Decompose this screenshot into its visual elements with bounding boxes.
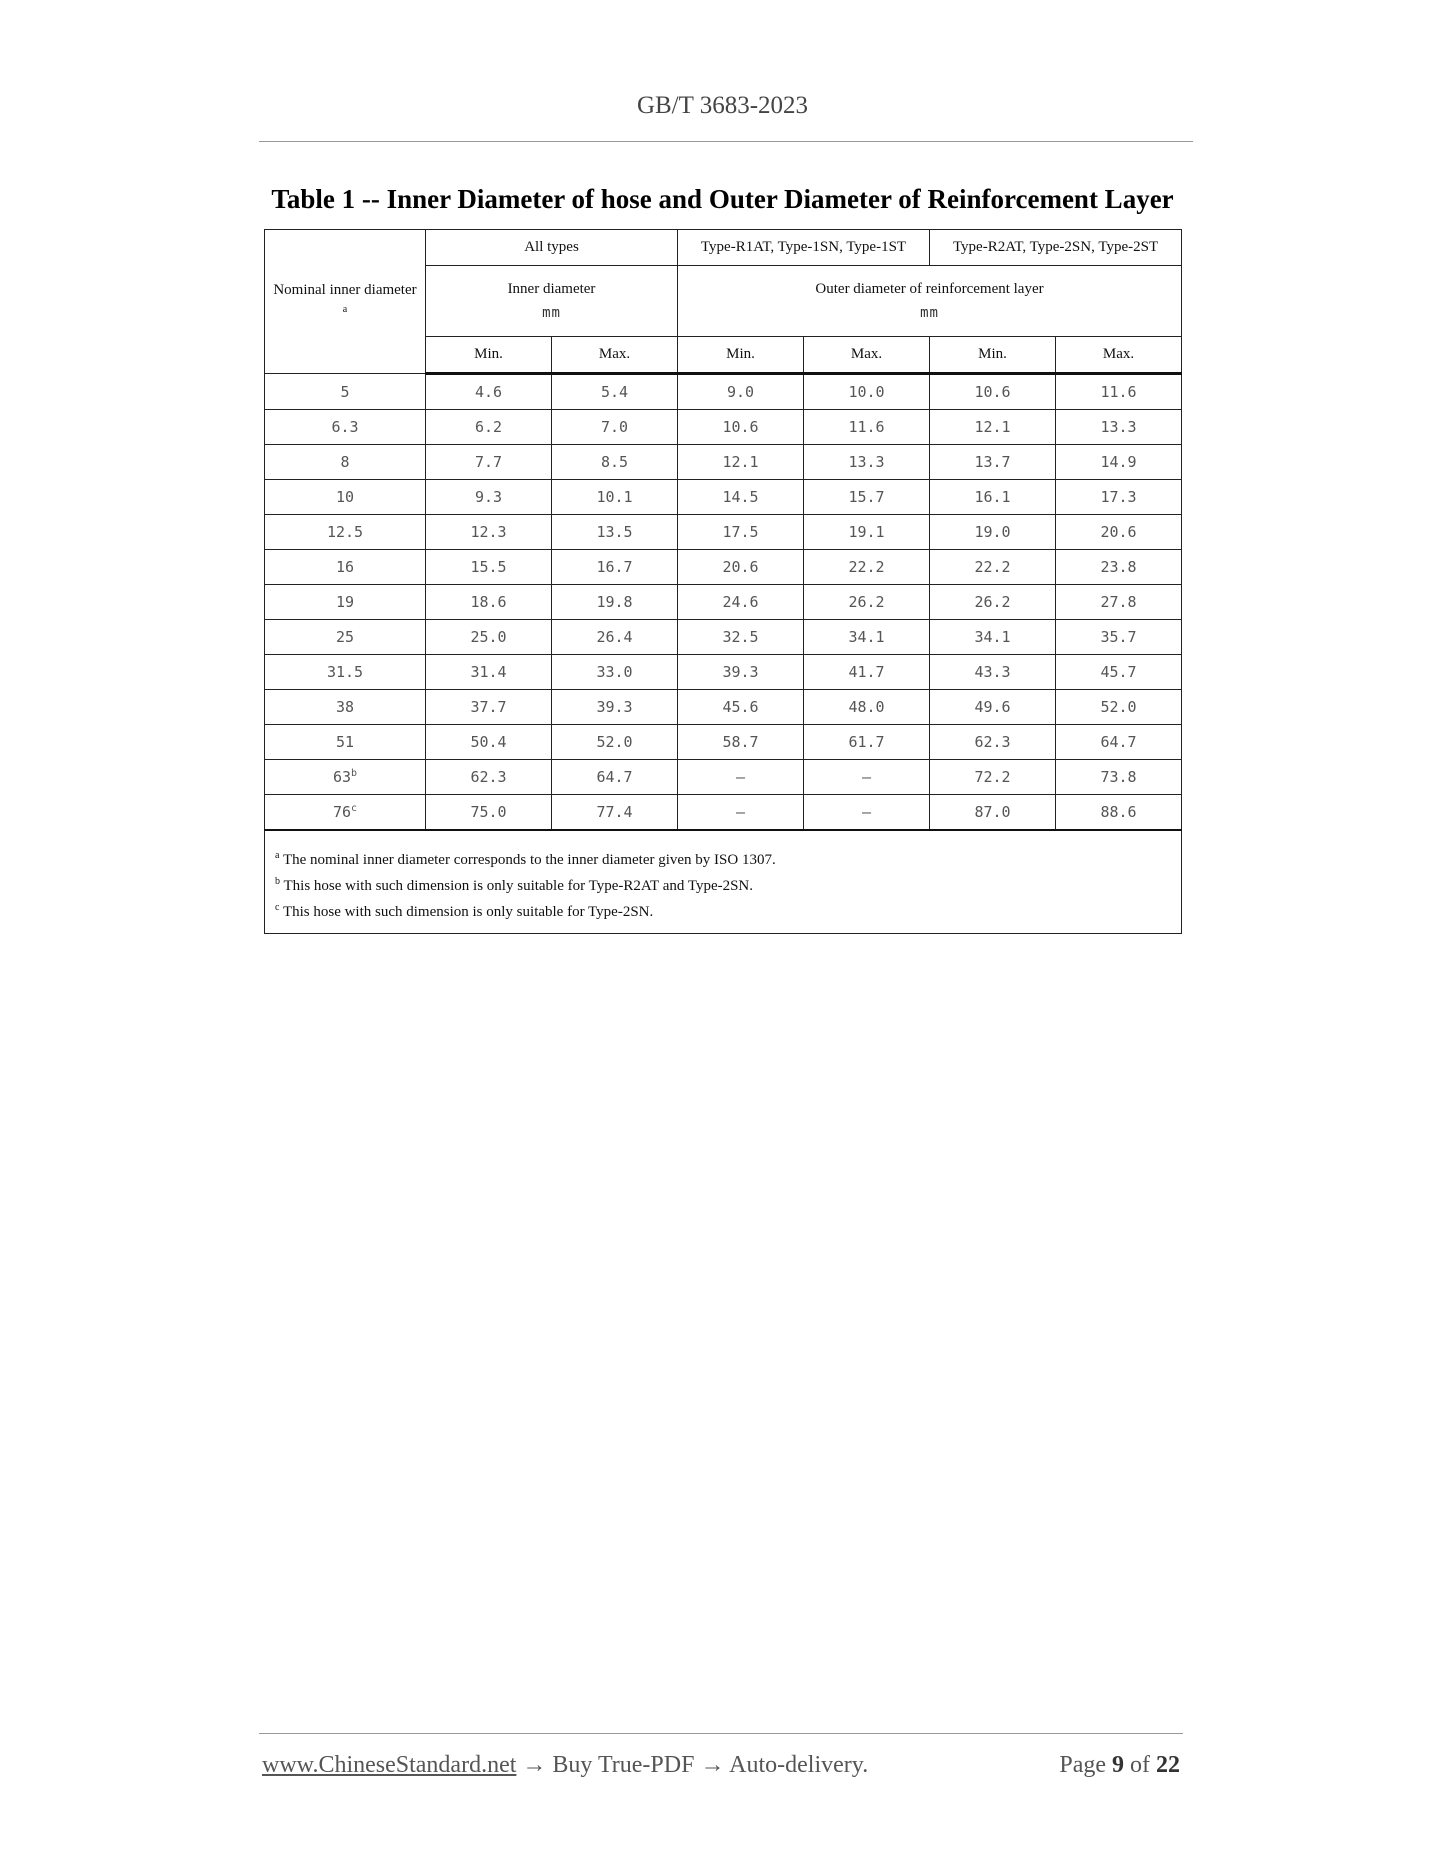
value-cell: 13.3 [804, 445, 930, 480]
nominal-diameter-cell [265, 550, 426, 585]
notes-list [275, 845, 1171, 923]
value-cell: 27.8 [1056, 585, 1182, 620]
value-cell: 37.7 [426, 690, 552, 725]
nominal-diameter-cell [265, 725, 426, 760]
page-label: Page [1059, 1752, 1106, 1778]
value-cell: 77.4 [552, 795, 678, 831]
value-cell: 26.2 [804, 585, 930, 620]
dimensions-table-container [264, 229, 1181, 934]
value-cell: 75.0 [426, 795, 552, 831]
value-cell: 22.2 [804, 550, 930, 585]
nominal-diameter-cell [265, 374, 426, 410]
value-cell: 14.9 [1056, 445, 1182, 480]
footnote-mark: c [351, 803, 358, 814]
value-cell: 20.6 [1056, 515, 1182, 550]
table-row [265, 480, 1182, 515]
value-cell: 12.1 [678, 445, 804, 480]
footnote-mark: c [275, 902, 280, 913]
nominal-diameter-cell [265, 585, 426, 620]
value-cell: 13.3 [1056, 410, 1182, 445]
value-cell: 20.6 [678, 550, 804, 585]
value-cell: 39.3 [552, 690, 678, 725]
footnote-mark: a [275, 850, 280, 861]
nominal-inner-diameter-label: Nominal inner diameter [273, 281, 417, 298]
footnote [275, 871, 1171, 897]
nominal-inner-diameter-header [265, 230, 426, 374]
outer-diameter-header [678, 266, 1182, 337]
value-cell: 6.2 [426, 410, 552, 445]
value-cell: — [678, 760, 804, 795]
value-cell: 62.3 [426, 760, 552, 795]
value-cell: 13.7 [930, 445, 1056, 480]
nominal-value: 5 [340, 382, 350, 401]
document-header-title: GB/T 3683-2023 [636, 92, 809, 119]
footnote-text: This hose with such dimension is only suitable for Type-R2AT and Type-2SN. [283, 878, 754, 894]
table-row [265, 550, 1182, 585]
inner-diameter-label: Inner diameter [507, 281, 596, 297]
footnote [275, 897, 1171, 923]
value-cell: 5.4 [552, 374, 678, 410]
value-cell: 35.7 [1056, 620, 1182, 655]
value-cell: 43.3 [930, 655, 1056, 690]
table-row [265, 515, 1182, 550]
table-row [265, 585, 1182, 620]
nominal-diameter-cell [265, 480, 426, 515]
table-row [265, 690, 1182, 725]
value-cell: 7.7 [426, 445, 552, 480]
footnote [275, 845, 1171, 871]
value-cell: 88.6 [1056, 795, 1182, 831]
value-cell: 15.7 [804, 480, 930, 515]
table-row [265, 445, 1182, 480]
min-header: Min. [678, 337, 804, 374]
value-cell: 4.6 [426, 374, 552, 410]
value-cell: 10.0 [804, 374, 930, 410]
nominal-value: 63 [332, 768, 352, 786]
footer-left [262, 1752, 868, 1779]
value-cell: 19.0 [930, 515, 1056, 550]
value-cell: 19.8 [552, 585, 678, 620]
value-cell: 64.7 [1056, 725, 1182, 760]
min-header: Min. [426, 337, 552, 374]
max-header: Max. [552, 337, 678, 374]
value-cell: 72.2 [930, 760, 1056, 795]
nominal-diameter-cell [265, 445, 426, 480]
buy-pdf-link[interactable]: Buy True-PDF [552, 1752, 695, 1778]
value-cell: 25.0 [426, 620, 552, 655]
page-current: 9 [1112, 1752, 1124, 1778]
value-cell: 19.1 [804, 515, 930, 550]
value-cell: 31.4 [426, 655, 552, 690]
value-cell: 12.1 [930, 410, 1056, 445]
table-notes [265, 830, 1182, 934]
footer-divider [259, 1733, 1183, 1734]
nominal-diameter-cell [265, 690, 426, 725]
nominal-value: 38 [335, 698, 355, 716]
value-cell: 22.2 [930, 550, 1056, 585]
value-cell: 73.8 [1056, 760, 1182, 795]
value-cell: 12.3 [426, 515, 552, 550]
nominal-diameter-cell [265, 515, 426, 550]
table-row [265, 374, 1182, 410]
value-cell: 16.1 [930, 480, 1056, 515]
nominal-diameter-cell [265, 655, 426, 690]
value-cell: 26.2 [930, 585, 1056, 620]
value-cell: 64.7 [552, 760, 678, 795]
table-row [265, 655, 1182, 690]
value-cell: 61.7 [804, 725, 930, 760]
outer-diameter-unit: mm [920, 305, 939, 321]
value-cell: 52.0 [1056, 690, 1182, 725]
value-cell: 16.7 [552, 550, 678, 585]
value-cell: 45.6 [678, 690, 804, 725]
value-cell: — [804, 760, 930, 795]
arrow-right-icon: → [522, 1752, 547, 1778]
nominal-value: 31.5 [326, 663, 364, 681]
max-header: Max. [1056, 337, 1182, 374]
footnote-text: The nominal inner diameter corresponds to the inner diameter given by ISO 1307. [282, 852, 776, 868]
max-header: Max. [804, 337, 930, 374]
nominal-diameter-cell [265, 760, 426, 795]
value-cell: 23.8 [1056, 550, 1182, 585]
type-group1-header: Type-R1AT, Type-1SN, Type-1ST [678, 230, 930, 266]
value-cell: 45.7 [1056, 655, 1182, 690]
page-total: 22 [1156, 1752, 1180, 1778]
inner-diameter-unit: mm [542, 305, 561, 321]
value-cell: 9.0 [678, 374, 804, 410]
nominal-value: 76 [332, 803, 352, 821]
inner-diameter-header [426, 266, 678, 337]
value-cell: 17.3 [1056, 480, 1182, 515]
value-cell: 11.6 [1056, 374, 1182, 410]
value-cell: 10.1 [552, 480, 678, 515]
value-cell: 17.5 [678, 515, 804, 550]
value-cell: 15.5 [426, 550, 552, 585]
value-cell: 7.0 [552, 410, 678, 445]
value-cell: 34.1 [930, 620, 1056, 655]
of-label: of [1130, 1752, 1150, 1778]
value-cell: 26.4 [552, 620, 678, 655]
footnote-mark: b [351, 768, 358, 779]
auto-delivery-text: Auto-delivery. [729, 1752, 869, 1778]
table-row [265, 725, 1182, 760]
table-body [265, 374, 1182, 831]
value-cell: 10.6 [678, 410, 804, 445]
nominal-value: 10 [335, 488, 355, 506]
nominal-value: 12.5 [326, 523, 364, 541]
nominal-diameter-cell [265, 410, 426, 445]
table-row [265, 620, 1182, 655]
value-cell: 11.6 [804, 410, 930, 445]
nominal-diameter-cell [265, 795, 426, 831]
value-cell: 87.0 [930, 795, 1056, 831]
nominal-value: 8 [340, 453, 350, 471]
value-cell: 13.5 [552, 515, 678, 550]
value-cell: 50.4 [426, 725, 552, 760]
value-cell: 49.6 [930, 690, 1056, 725]
value-cell: 33.0 [552, 655, 678, 690]
dimensions-table [264, 229, 1182, 934]
page-indicator [1059, 1752, 1180, 1779]
footnote-mark: b [275, 876, 280, 887]
min-header: Min. [930, 337, 1056, 374]
table-row [265, 795, 1182, 831]
table-row [265, 410, 1182, 445]
table-caption: Table 1 -- Inner Diameter of hose and Outer Diameter of Reinforcement Layer [271, 184, 1174, 214]
outer-diameter-label: Outer diameter of reinforcement layer [815, 281, 1044, 297]
value-cell: 62.3 [930, 725, 1056, 760]
nominal-value: 51 [335, 733, 355, 751]
all-types-header: All types [426, 230, 678, 266]
nominal-footnote-mark: a [342, 303, 348, 315]
value-cell: — [804, 795, 930, 831]
value-cell: 32.5 [678, 620, 804, 655]
value-cell: 58.7 [678, 725, 804, 760]
value-cell: 34.1 [804, 620, 930, 655]
value-cell: 8.5 [552, 445, 678, 480]
nominal-value: 16 [335, 558, 355, 576]
value-cell: — [678, 795, 804, 831]
value-cell: 24.6 [678, 585, 804, 620]
type-group2-header: Type-R2AT, Type-2SN, Type-2ST [930, 230, 1182, 266]
value-cell: 48.0 [804, 690, 930, 725]
nominal-value: 6.3 [331, 418, 359, 436]
value-cell: 41.7 [804, 655, 930, 690]
footnote-text: This hose with such dimension is only suitable for Type-2SN. [282, 904, 654, 920]
value-cell: 10.6 [930, 374, 1056, 410]
table-row [265, 760, 1182, 795]
nominal-value: 19 [335, 593, 355, 611]
value-cell: 14.5 [678, 480, 804, 515]
value-cell: 52.0 [552, 725, 678, 760]
nominal-diameter-cell [265, 620, 426, 655]
value-cell: 18.6 [426, 585, 552, 620]
value-cell: 39.3 [678, 655, 804, 690]
header-divider [259, 141, 1193, 142]
arrow-right-icon: → [700, 1752, 725, 1778]
nominal-value: 25 [335, 628, 355, 646]
site-link[interactable]: www.ChineseStandard.net [262, 1752, 517, 1778]
value-cell: 9.3 [426, 480, 552, 515]
